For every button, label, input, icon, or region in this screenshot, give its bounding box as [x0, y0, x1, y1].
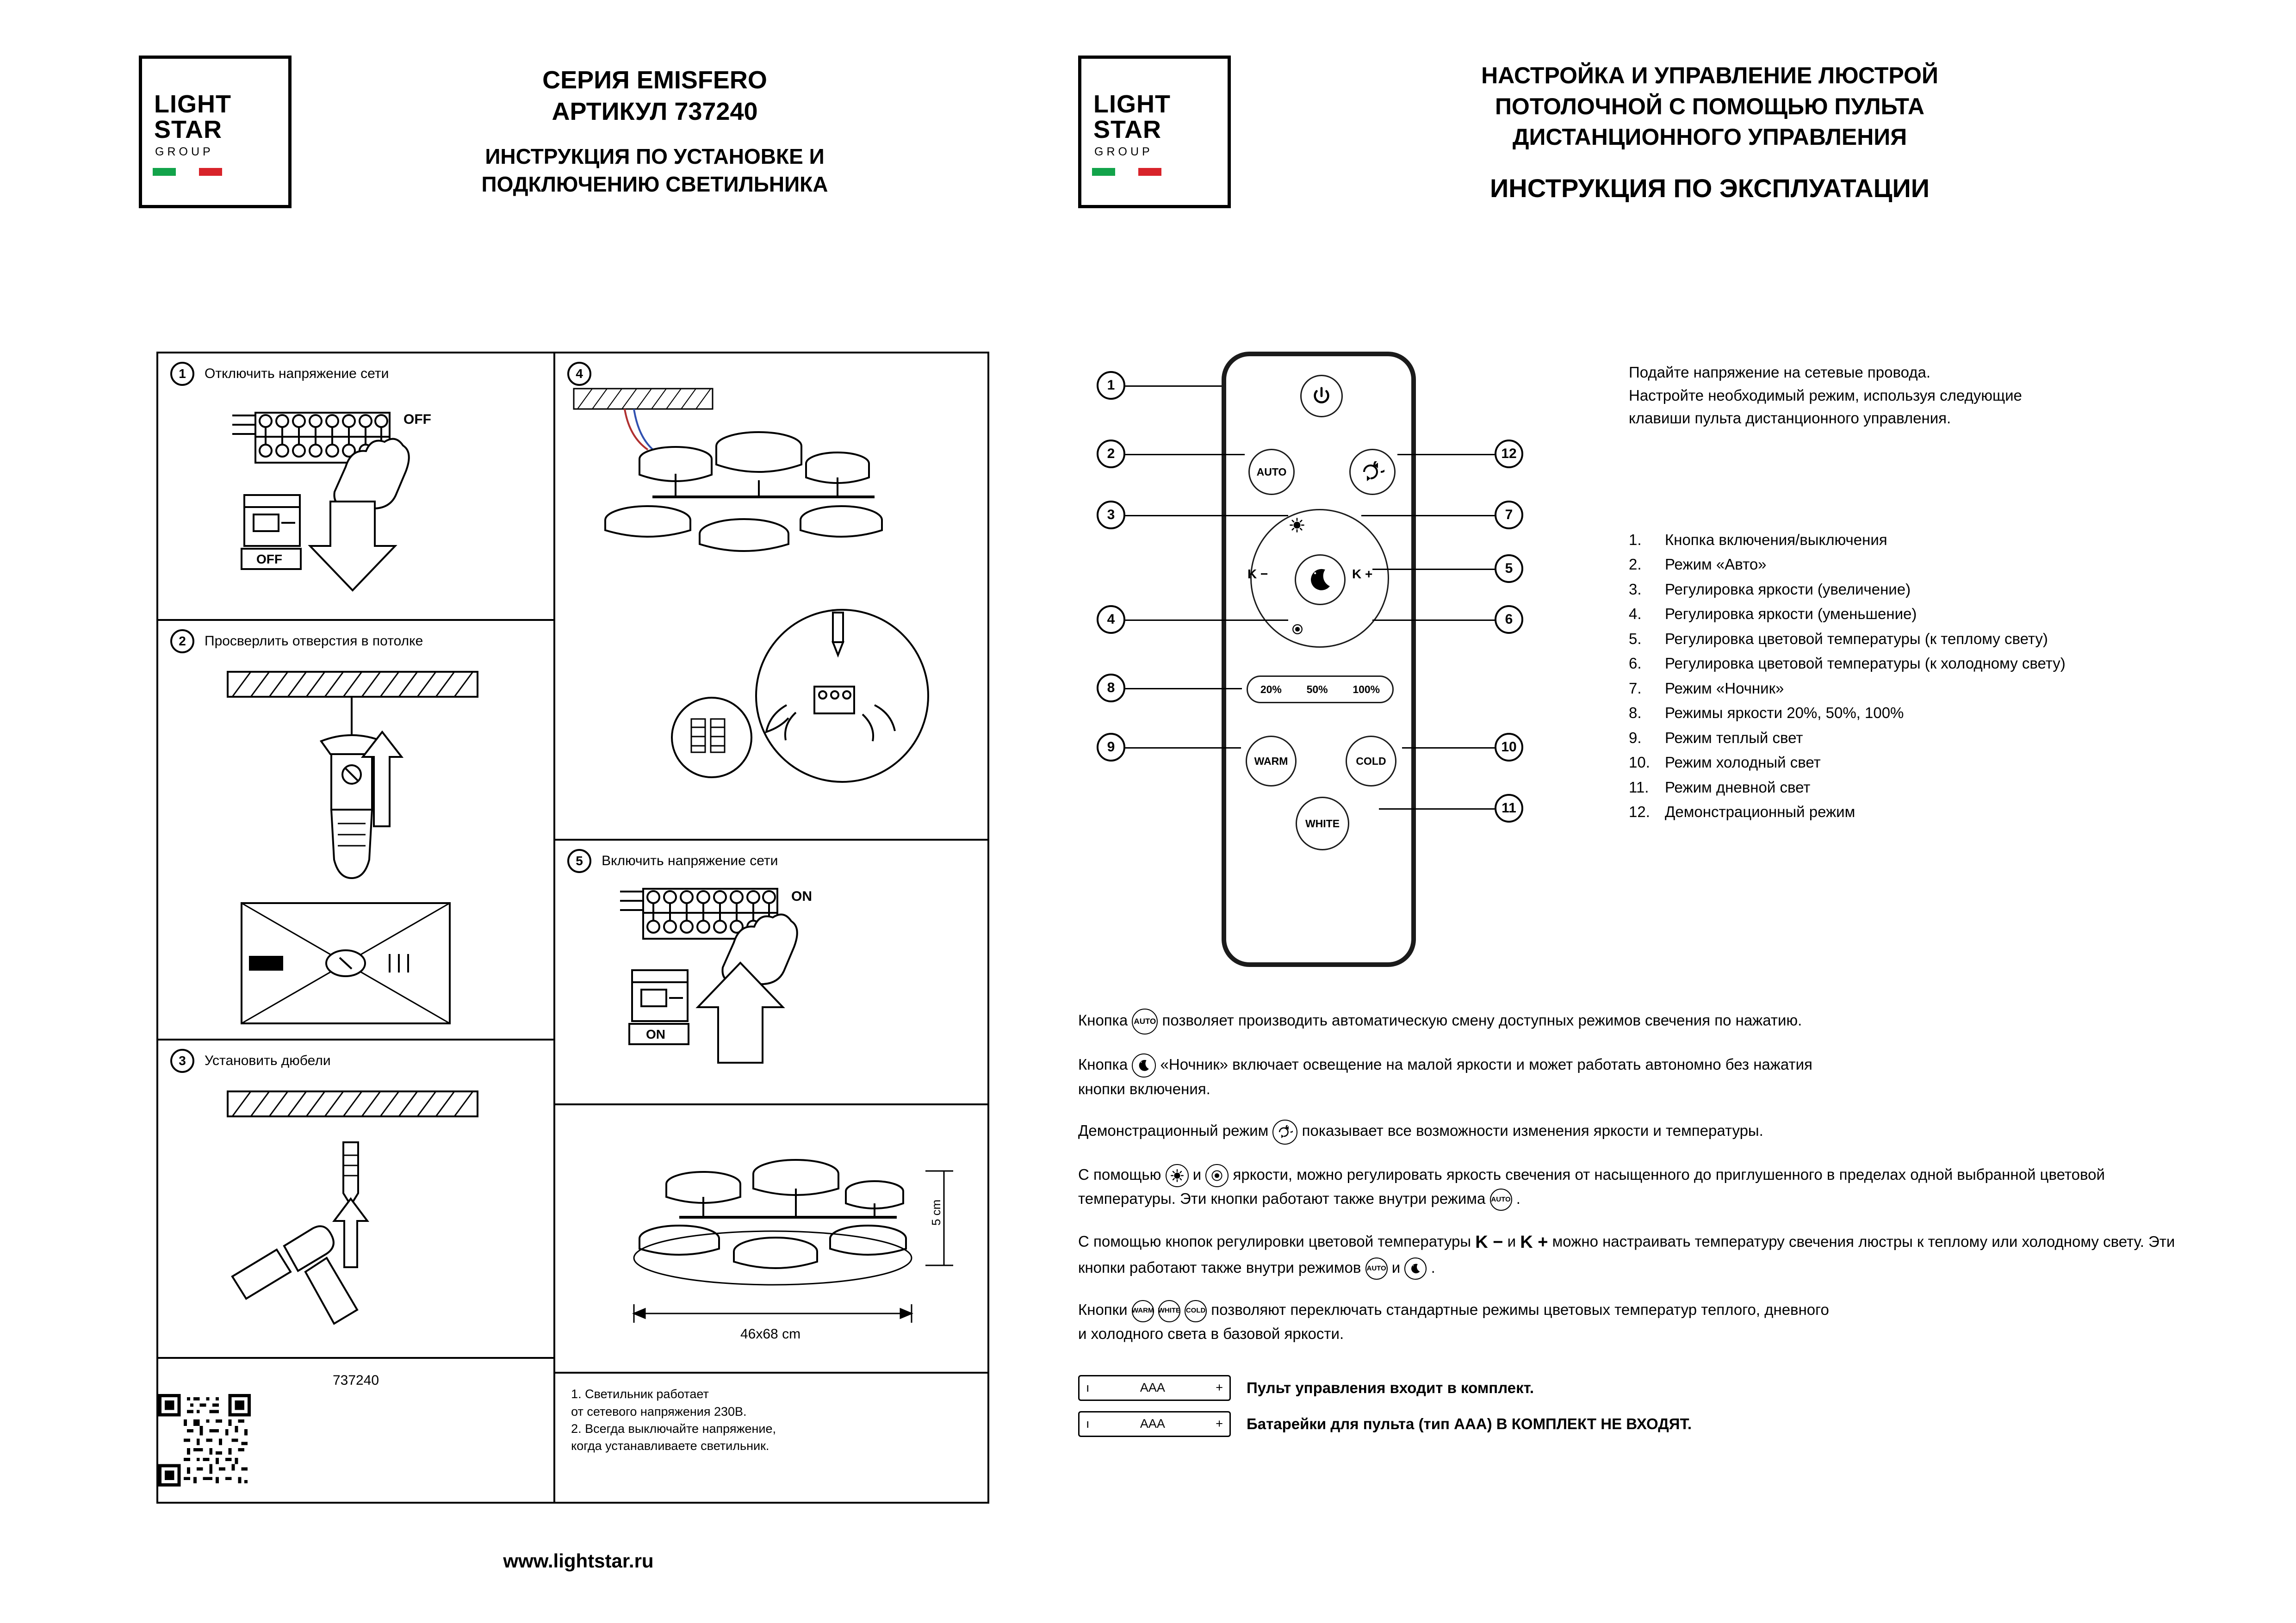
para-bright-and: и: [1192, 1165, 1202, 1183]
power-icon: [1311, 385, 1332, 407]
legend-label: Регулировка цветовой температуры (к теплому свету): [1665, 630, 2048, 647]
legend-list: [1629, 527, 2193, 824]
article-cell: [158, 1359, 553, 1502]
intro-line-1: Подайте напряжение на сетевые провода.: [1629, 364, 1931, 381]
legend-number: 11.: [1629, 778, 1649, 796]
lead-9: [1125, 747, 1241, 749]
battery-plus-2: +: [1216, 1417, 1223, 1431]
callout-5: 5: [1495, 554, 1523, 583]
step-text-1: Отключить напряжение сети: [205, 366, 389, 381]
para-kelvin-dot: .: [1431, 1259, 1435, 1276]
callout-9: 9: [1097, 733, 1125, 762]
paragraph-presets: [1078, 1298, 2189, 1345]
lead-4: [1125, 619, 1288, 621]
para-kelvin-prefix: С помощью кнопок регулировки цветовой температуры: [1078, 1233, 1471, 1250]
legend-item: [1629, 626, 2193, 651]
callout-10: 10: [1495, 733, 1523, 762]
para-kelvin-text-2: свечения люстры к теплому или холодному свету. Эти кнопки работают также внутри режимов: [1078, 1233, 2175, 1276]
lead-12: [1397, 454, 1495, 455]
callout-6: 6: [1495, 605, 1523, 634]
cold-icon-inline: COLD: [1185, 1300, 1207, 1322]
remote-body: [1222, 352, 1416, 967]
notes-cell: [555, 1374, 987, 1502]
demo-icon: [1360, 461, 1384, 483]
para-night-text-2: кнопки включения.: [1078, 1080, 1210, 1098]
legend-number: 2.: [1629, 556, 1642, 573]
para-demo-prefix: Демонстрационный режим: [1078, 1122, 1269, 1140]
note-line-3: 2. Всегда выключайте напряжение,: [571, 1421, 776, 1436]
grid-column-left: [158, 353, 555, 1502]
battery-minus-2: ı: [1086, 1417, 1090, 1431]
logo-lightstar-right: [1078, 56, 1231, 208]
instruction-grid: [156, 352, 989, 1504]
website-url[interactable]: www.lightstar.ru: [503, 1550, 654, 1572]
right-titles: [1231, 56, 2189, 203]
legend-label: Режим «Авто»: [1665, 556, 1767, 573]
remote-title-line-1: НАСТРОЙКА И УПРАВЛЕНИЕ ЛЮСТРОЙ: [1481, 62, 1938, 88]
logo-line-1: LIGHT: [154, 90, 231, 118]
battery-plus-1: +: [1216, 1381, 1223, 1395]
brightness-up-button[interactable]: [1289, 517, 1305, 533]
step-4-illustration: [555, 381, 988, 886]
step-text-5: Включить напряжение сети: [602, 853, 778, 869]
auto-icon-inline-2: AUTO: [1490, 1189, 1512, 1211]
battery-note-1: Пульт управления входит в комплект.: [1247, 1379, 1534, 1396]
lead-10: [1402, 747, 1495, 749]
cold-mode-button[interactable]: COLD: [1346, 736, 1396, 787]
dimensions-cell: [555, 1105, 987, 1374]
moon-icon-inline-2: [1404, 1258, 1427, 1280]
para-presets-text-1: позволяют переключать стандартные режимы цветовых температур теплого, дневного: [1211, 1301, 1829, 1319]
grid-column-right: [555, 353, 987, 1502]
qr-code: [158, 1394, 251, 1487]
moon-icon: [1307, 566, 1334, 593]
logo-right-line-1: LIGHT: [1093, 90, 1171, 118]
para-bright-dot: .: [1516, 1190, 1520, 1207]
callout-4: 4: [1097, 605, 1125, 634]
white-mode-button[interactable]: WHITE: [1296, 797, 1349, 850]
step-2-illustration: [158, 653, 556, 1037]
svg-text:46x68 cm: 46x68 cm: [740, 1326, 801, 1342]
paragraph-colortemp: [1078, 1229, 2189, 1280]
para-demo-text: показывает все возможности изменения яркости и температуры.: [1302, 1122, 1763, 1140]
legend-number: 6.: [1629, 655, 1642, 672]
white-icon-inline: WHITE: [1158, 1300, 1180, 1322]
lead-8: [1125, 688, 1242, 689]
callout-12: 12: [1495, 440, 1523, 468]
paragraph-night: [1078, 1053, 2189, 1101]
k-minus-icon: K −: [1475, 1233, 1503, 1252]
right-header: [1078, 56, 2189, 208]
auto-icon: AUTO: [1132, 1009, 1158, 1035]
battery-row-2: [1078, 1411, 2189, 1437]
color-temp-cold-button[interactable]: K +: [1352, 567, 1373, 581]
paragraph-demo: [1078, 1119, 2189, 1144]
dimensions-illustration: [555, 1119, 988, 1383]
step-cell-1: [158, 353, 553, 621]
lead-2: [1125, 454, 1245, 455]
brightness-down-icon-inline: [1205, 1164, 1229, 1187]
legend-item: [1629, 527, 2193, 552]
legend-item: [1629, 750, 2193, 774]
lead-5: [1372, 569, 1495, 570]
step-text-3: Установить дюбели: [205, 1053, 331, 1069]
step-number-5: 5: [567, 849, 591, 873]
svg-text:OFF: OFF: [256, 552, 282, 566]
lead-3: [1125, 515, 1288, 516]
legend-number: 9.: [1629, 729, 1642, 746]
legend-number: 5.: [1629, 630, 1642, 647]
brightness-up-icon-inline: [1166, 1164, 1189, 1187]
legend-item: [1629, 577, 2193, 601]
legend-label: Режим теплый свет: [1665, 729, 1803, 746]
battery-minus-1: ı: [1086, 1381, 1090, 1395]
lead-6: [1372, 619, 1495, 621]
callout-1: 1: [1097, 371, 1125, 400]
demo-mode-button[interactable]: [1349, 449, 1396, 495]
lead-7: [1361, 515, 1495, 516]
legend-item: [1629, 651, 2193, 675]
legend-item: [1629, 775, 2193, 799]
para-presets-text-2: и холодного света в базовой яркости.: [1078, 1325, 1344, 1342]
step-cell-5: [555, 841, 987, 1105]
step-1-illustration: [158, 386, 556, 617]
operation-manual-title: ИНСТРУКЦИЯ ПО ЭКСПЛУАТАЦИИ: [1490, 173, 1930, 203]
italian-flag-icon-right: [1092, 168, 1161, 176]
battery-note-2: Батарейки для пульта (тип ААА) В КОМПЛЕКТ НЕ ВХОДЯТ.: [1247, 1415, 1692, 1432]
step-3-illustration: [158, 1073, 556, 1355]
step-number-3: 3: [170, 1049, 194, 1073]
lead-1: [1125, 385, 1222, 387]
battery-label-2: AAA: [1140, 1417, 1165, 1431]
night-mode-button[interactable]: [1295, 554, 1346, 605]
callout-11: 11: [1495, 794, 1523, 823]
legend-label: Режим дневной свет: [1665, 778, 1811, 796]
battery-row-1: [1078, 1375, 2189, 1401]
logo-group-text: GROUP: [155, 145, 214, 159]
brightness-up-icon: [1289, 517, 1305, 533]
svg-text:ON: ON: [791, 889, 813, 904]
intro-line-2: Настройте необходимый режим, используя следующие: [1629, 386, 2022, 404]
moon-icon-inline: [1132, 1053, 1156, 1078]
legend-number: 4.: [1629, 605, 1642, 623]
warm-mode-button[interactable]: WARM: [1246, 736, 1297, 787]
legend-number: 8.: [1629, 704, 1642, 722]
paragraph-auto: [1078, 1009, 2189, 1035]
remote-diagram: [1078, 338, 1624, 985]
svg-text:5 cm: 5 cm: [929, 1199, 943, 1226]
logo-line-2: STAR: [154, 116, 222, 143]
para-bright-text-2: в пределах одной выбранной цветовой температуры. Эти кнопки работают также внутри режима: [1078, 1165, 2105, 1207]
step-number-4: 4: [567, 362, 591, 386]
remote-title-line-3: ДИСТАНЦИОННОГО УПРАВЛЕНИЯ: [1512, 124, 1907, 150]
article-title: АРТИКУЛ 737240: [552, 97, 758, 125]
step-5-illustration: [555, 868, 988, 1127]
legend-label: Регулировка яркости (увеличение): [1665, 580, 1911, 598]
battery-icon-1: [1078, 1375, 1231, 1401]
para-kelvin-and: и: [1507, 1233, 1516, 1250]
explanation-paragraphs: [1078, 1009, 2189, 1447]
svg-text:ON: ON: [646, 1027, 666, 1042]
brightness-50-button[interactable]: 50%: [1306, 683, 1328, 695]
battery-label-1: AAA: [1140, 1381, 1165, 1395]
legend-label: Режим «Ночник»: [1665, 679, 1784, 697]
paragraph-brightness: [1078, 1163, 2189, 1211]
callout-3: 3: [1097, 501, 1125, 529]
legend-item: [1629, 676, 2193, 700]
note-line-2: от сетевого напряжения 230В.: [571, 1404, 747, 1419]
step-number-1: 1: [170, 362, 194, 386]
brightness-20-button[interactable]: 20%: [1260, 683, 1282, 695]
italian-flag-icon: [153, 168, 222, 176]
callout-2: 2: [1097, 440, 1125, 468]
left-titles: [292, 56, 1018, 198]
callout-7: 7: [1495, 501, 1523, 529]
para-bright-text-1: яркости, можно регулировать яркость свечения от насыщенного до приглушенного: [1233, 1165, 1823, 1183]
warm-icon-inline: WARM: [1132, 1300, 1154, 1322]
step-cell-4: [555, 353, 987, 841]
legend-label: Режим холодный свет: [1665, 754, 1821, 771]
para-auto-prefix: Кнопка: [1078, 1011, 1128, 1029]
auto-icon-inline-3: AUTO: [1365, 1258, 1388, 1280]
legend-number: 3.: [1629, 580, 1642, 598]
legend-number: 7.: [1629, 679, 1642, 697]
install-subtitle-1: ИНСТРУКЦИЯ ПО УСТАНОВКЕ И: [485, 144, 825, 168]
callout-8: 8: [1097, 674, 1125, 702]
logo-lightstar: [139, 56, 292, 208]
legend-label: Кнопка включения/выключения: [1665, 531, 1887, 548]
step-cell-2: [158, 621, 553, 1041]
legend-number: 1.: [1629, 531, 1642, 548]
step-cell-3: [158, 1041, 553, 1359]
para-night-prefix: Кнопка: [1078, 1056, 1128, 1073]
note-line-1: 1. Светильник работает: [571, 1387, 709, 1401]
auto-mode-button[interactable]: AUTO: [1248, 449, 1295, 495]
para-presets-prefix: Кнопки: [1078, 1301, 1128, 1319]
para-bright-prefix: С помощью: [1078, 1165, 1161, 1183]
power-button[interactable]: [1300, 375, 1343, 417]
para-kelvin-text-1: можно настраивать температуру: [1552, 1233, 1785, 1250]
demo-icon-inline: [1272, 1120, 1297, 1145]
legend-label: Режимы яркости 20%, 50%, 100%: [1665, 704, 1904, 722]
intro-text: [1629, 361, 2184, 430]
brightness-presets-bar[interactable]: [1247, 675, 1394, 703]
article-code: 737240: [332, 1373, 379, 1388]
legend-number: 10.: [1629, 754, 1650, 771]
install-subtitle-2: ПОДКЛЮЧЕНИЮ СВЕТИЛЬНИКА: [481, 172, 828, 196]
color-temp-warm-button[interactable]: K −: [1247, 567, 1268, 581]
logo-right-group-text: GROUP: [1094, 145, 1153, 159]
legend-number: 12.: [1629, 803, 1650, 820]
legend-item: [1629, 725, 2193, 750]
legend-item: [1629, 799, 2193, 824]
logo-right-line-2: STAR: [1093, 116, 1161, 143]
step-number-2: 2: [170, 629, 194, 653]
brightness-down-icon: [1291, 623, 1304, 636]
legend-label: Регулировка цветовой температуры (к холодному свету): [1665, 655, 2066, 672]
brightness-down-button[interactable]: [1291, 623, 1304, 636]
intro-line-3: клавиши пульта дистанционного управления.: [1629, 409, 1951, 427]
remote-title-line-2: ПОТОЛОЧНОЙ С ПОМОЩЬЮ ПУЛЬТА: [1495, 93, 1925, 119]
series-title: СЕРИЯ EMISFERO: [542, 66, 767, 94]
step-text-2: Просверлить отверстия в потолке: [205, 633, 423, 649]
left-header: [139, 56, 1018, 208]
para-kelvin-and-2: и: [1391, 1259, 1401, 1276]
right-sheet: [1078, 56, 2189, 1499]
legend-item: [1629, 552, 2193, 576]
para-auto-text: позволяет производить автоматическую смену доступных режимов свечения по нажатию.: [1162, 1011, 1802, 1029]
legend-label: Регулировка яркости (уменьшение): [1665, 605, 1917, 623]
legend-label: Демонстрационный режим: [1665, 803, 1855, 820]
note-line-4: когда устанавливаете светильник.: [571, 1439, 769, 1453]
legend-item: [1629, 700, 2193, 725]
svg-text:OFF: OFF: [403, 412, 431, 427]
lead-11: [1379, 808, 1495, 810]
para-night-text: «Ночник» включает освещение на малой яркости и может работать автономно без нажатия: [1160, 1056, 1812, 1073]
k-plus-icon: K +: [1520, 1233, 1548, 1252]
battery-icon-2: [1078, 1411, 1231, 1437]
left-sheet: [139, 56, 1018, 1572]
brightness-100-button[interactable]: 100%: [1353, 683, 1380, 695]
legend-item: [1629, 601, 2193, 626]
